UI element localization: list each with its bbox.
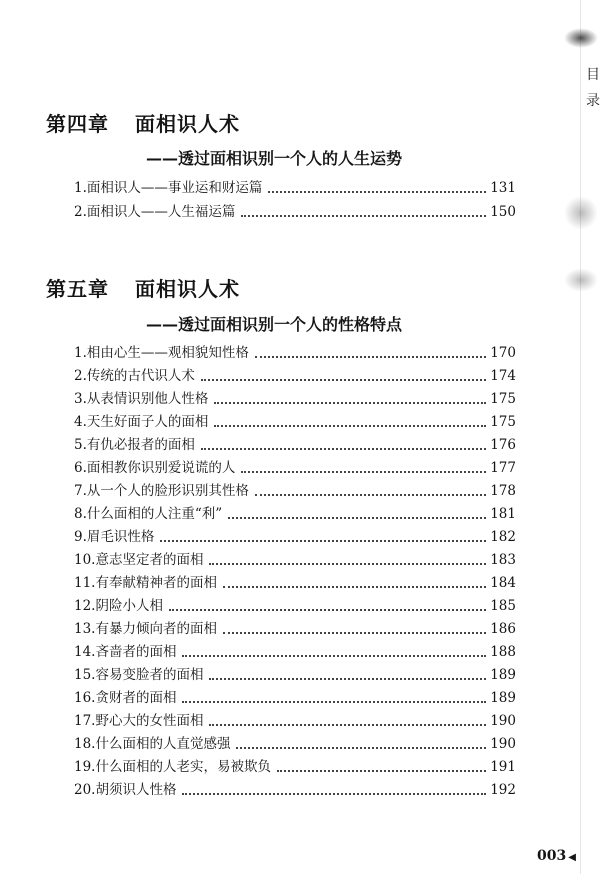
toc-entry-label: 6.面相教你识别爱说谎的人 xyxy=(74,460,236,476)
chapter-number: 第五章 xyxy=(46,277,109,301)
toc-entry[interactable] xyxy=(74,408,516,432)
toc-entry-page: 170 xyxy=(490,345,516,361)
dot-leader xyxy=(214,401,486,404)
toc-entry[interactable] xyxy=(74,362,516,386)
dot-leader xyxy=(236,746,486,749)
toc-entry-label: 1.相由心生——观相貌知性格 xyxy=(74,345,249,361)
toc-entry[interactable] xyxy=(74,615,516,639)
dot-leader xyxy=(277,769,486,772)
dot-leader xyxy=(255,493,486,496)
toc-entry[interactable] xyxy=(74,684,516,708)
side-tab-char: 目 xyxy=(586,67,600,83)
margin-rule xyxy=(580,0,581,874)
dot-leader xyxy=(223,631,486,634)
toc-entry-page: 181 xyxy=(490,506,516,522)
toc-entry[interactable] xyxy=(74,592,516,616)
toc-entry-label: 2.传统的古代识人术 xyxy=(74,368,195,384)
toc-entry-page: 175 xyxy=(490,391,516,407)
toc-entry[interactable] xyxy=(74,523,516,547)
dot-leader xyxy=(182,700,486,703)
chapter-subtitle: ——透过面相识别一个人的人生运势 xyxy=(146,149,403,168)
toc-entry[interactable] xyxy=(74,454,516,478)
toc-entry-page: 150 xyxy=(490,204,516,220)
dot-leader xyxy=(169,608,486,611)
toc-entry-page: 131 xyxy=(490,180,516,196)
chapter-heading xyxy=(46,108,240,137)
leaf-ornament-icon xyxy=(564,196,598,230)
toc-entry-label: 12.阴险小人相 xyxy=(74,598,163,614)
toc-entry-label: 9.眉毛识性格 xyxy=(74,529,155,545)
dot-leader xyxy=(255,355,486,358)
toc-entry-label: 19.什么面相的人老实，易被欺负 xyxy=(74,759,271,775)
toc-entry-label: 7.从一个人的脸形识别其性格 xyxy=(74,483,249,499)
toc-entry[interactable] xyxy=(74,707,516,731)
toc-entry-page: 183 xyxy=(490,552,516,568)
chapter-number: 第四章 xyxy=(46,112,109,136)
toc-entry[interactable] xyxy=(74,477,516,501)
toc-entry-label: 18.什么面相的人直觉感强 xyxy=(74,736,231,752)
toc-entry-page: 176 xyxy=(490,437,516,453)
dot-leader xyxy=(209,677,486,680)
dot-leader xyxy=(182,654,486,657)
chapter-title: 面相识人术 xyxy=(135,112,240,136)
toc-entry-page: 174 xyxy=(490,368,516,384)
toc-entry-label: 14.吝啬者的面相 xyxy=(74,644,177,660)
toc-entry-page: 192 xyxy=(490,782,516,798)
chapter-heading xyxy=(46,273,240,302)
left-triangle-icon: ◀ xyxy=(568,852,576,863)
dot-leader xyxy=(182,792,486,795)
toc-entry-label: 17.野心大的女性面相 xyxy=(74,713,204,729)
toc-entry-page: 182 xyxy=(490,529,516,545)
dot-leader xyxy=(201,378,486,381)
toc-entry-label: 20.胡须识人性格 xyxy=(74,782,177,798)
toc-entry[interactable] xyxy=(74,339,516,363)
toc-entry-label: 11.有奉献精神者的面相 xyxy=(74,575,217,591)
toc-entry-label: 8.什么面相的人注重“利” xyxy=(74,506,223,522)
dot-leader xyxy=(214,424,486,427)
toc-entry-page: 186 xyxy=(490,621,516,637)
toc-entry-page: 175 xyxy=(490,414,516,430)
toc-entry-page: 177 xyxy=(490,460,516,476)
toc-entry[interactable] xyxy=(74,753,516,777)
toc-entry[interactable] xyxy=(74,569,516,593)
toc-entry-label: 4.天生好面子人的面相 xyxy=(74,414,209,430)
side-tab-char: 录 xyxy=(586,93,600,109)
dot-leader xyxy=(241,470,486,473)
toc-entry-label: 3.从表情识别他人性格 xyxy=(74,391,209,407)
page-number xyxy=(537,848,576,864)
toc-entry-page: 190 xyxy=(490,713,516,729)
toc-entry-page: 178 xyxy=(490,483,516,499)
dot-leader xyxy=(209,723,486,726)
dot-leader xyxy=(241,214,486,217)
toc-entry[interactable] xyxy=(74,661,516,685)
toc-entry[interactable] xyxy=(74,546,516,570)
toc-entry[interactable] xyxy=(74,730,516,754)
toc-entry[interactable] xyxy=(74,385,516,409)
toc-entry-page: 185 xyxy=(490,598,516,614)
dot-leader xyxy=(160,539,486,542)
toc-entry-page: 184 xyxy=(490,575,516,591)
toc-entry-label: 2.面相识人——人生福运篇 xyxy=(74,204,236,220)
toc-entry[interactable] xyxy=(74,776,516,800)
toc-entry-label: 1.面相识人——事业运和财运篇 xyxy=(74,180,263,196)
chapter-subtitle: ——透过面相识别一个人的性格特点 xyxy=(146,315,403,334)
chapter-title: 面相识人术 xyxy=(135,277,240,301)
toc-entry-page: 190 xyxy=(490,736,516,752)
toc-entry[interactable] xyxy=(74,638,516,662)
toc-entry-page: 189 xyxy=(490,690,516,706)
page-number-text: 003 xyxy=(537,848,567,864)
dot-leader xyxy=(228,516,486,519)
dot-leader xyxy=(201,447,486,450)
toc-entry-label: 10.意志坚定者的面相 xyxy=(74,552,204,568)
brush-ornament-icon xyxy=(564,268,598,292)
toc-entry[interactable] xyxy=(74,431,516,455)
toc-entry[interactable] xyxy=(74,174,516,198)
toc-entry-label: 5.有仇必报者的面相 xyxy=(74,437,195,453)
toc-entry[interactable] xyxy=(74,500,516,524)
toc-entry[interactable] xyxy=(74,198,516,222)
toc-entry-label: 15.容易变脸者的面相 xyxy=(74,667,204,683)
toc-entry-label: 16.贪财者的面相 xyxy=(74,690,177,706)
toc-entry-page: 188 xyxy=(490,644,516,660)
toc-entry-page: 189 xyxy=(490,667,516,683)
toc-entry-label: 13.有暴力倾向者的面相 xyxy=(74,621,217,637)
dot-leader xyxy=(223,585,486,588)
contents-side-tab xyxy=(582,62,604,114)
toc-entry-page: 191 xyxy=(490,759,516,775)
teapot-ornament-icon xyxy=(564,28,598,48)
dot-leader xyxy=(268,190,486,193)
dot-leader xyxy=(209,562,486,565)
